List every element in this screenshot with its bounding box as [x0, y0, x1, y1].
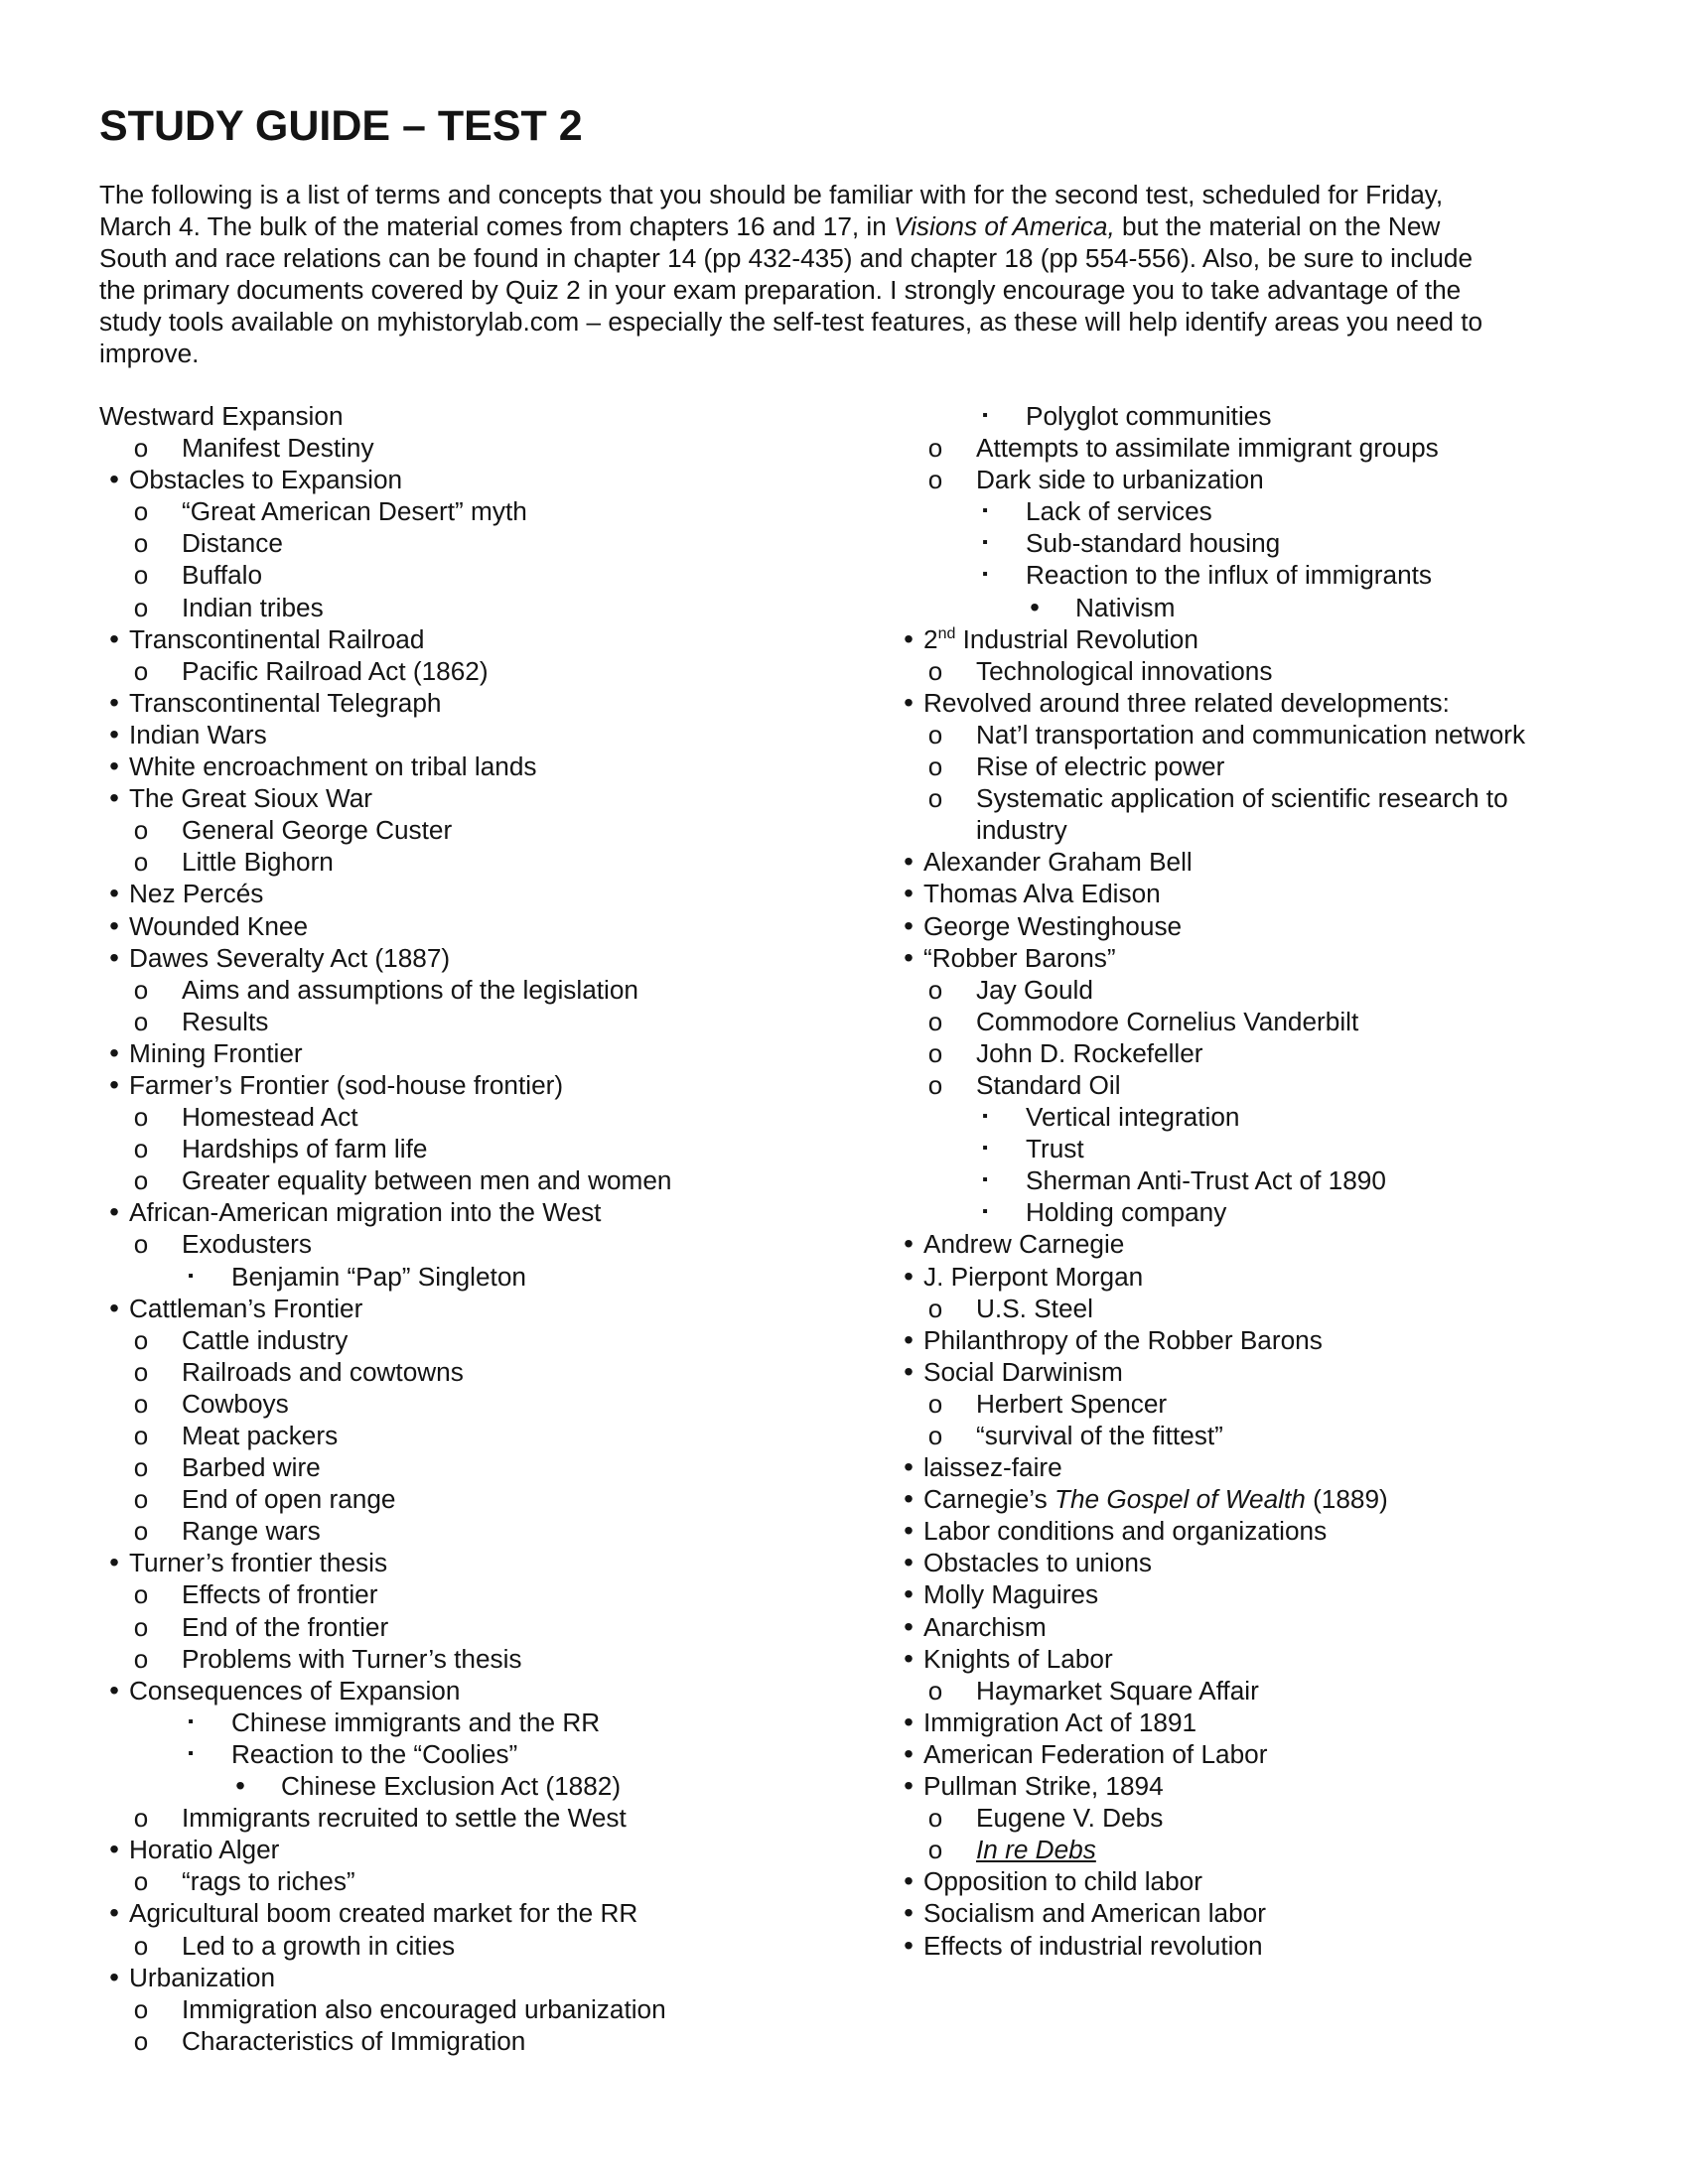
- square-bullet-icon: ▪: [982, 566, 988, 584]
- list-item: • Anarchism: [894, 1611, 1668, 1643]
- square-bullet-icon: ▪: [982, 1140, 988, 1158]
- circle-bullet-icon: o: [927, 1675, 943, 1706]
- list-item: o Commodore Cornelius Vanderbilt: [894, 1006, 1668, 1037]
- bullet-icon: •: [904, 1260, 914, 1292]
- list-item: o Nat’l transportation and communication network: [894, 719, 1668, 751]
- square-bullet-icon: ▪: [188, 1744, 194, 1762]
- circle-bullet-icon: o: [133, 1324, 149, 1355]
- circle-bullet-icon: o: [133, 847, 149, 878]
- circle-bullet-icon: o: [133, 1452, 149, 1483]
- bullet-icon: •: [109, 1292, 119, 1323]
- bullet-icon: •: [109, 1961, 119, 1992]
- bullet-icon: •: [109, 464, 119, 495]
- bullet-icon: •: [904, 1897, 914, 1929]
- list-item: o Railroads and cowtowns: [99, 1356, 874, 1388]
- circle-bullet-icon: o: [133, 1611, 149, 1642]
- list-item: • Opposition to child labor: [894, 1865, 1668, 1897]
- bullet-icon: •: [904, 909, 914, 941]
- list-item: • Consequences of Expansion: [99, 1675, 874, 1706]
- list-item: • The Great Sioux War: [99, 782, 874, 814]
- list-item: • George Westinghouse: [894, 910, 1668, 942]
- list-item: • Philanthropy of the Robber Barons: [894, 1324, 1668, 1356]
- bullet-icon: •: [904, 1483, 914, 1515]
- bullet-icon: •: [235, 1770, 245, 1802]
- list-item: • “Robber Barons”: [894, 942, 1668, 974]
- square-bullet-icon: ▪: [982, 407, 988, 424]
- bullet-icon: •: [109, 622, 119, 654]
- case-title-in-re-debs: In re Debs: [976, 1835, 1096, 1865]
- circle-bullet-icon: o: [927, 465, 943, 495]
- circle-bullet-icon: o: [133, 528, 149, 559]
- bullet-icon: •: [904, 941, 914, 973]
- circle-bullet-icon: o: [133, 1643, 149, 1674]
- circle-bullet-icon: o: [133, 815, 149, 846]
- list-item: o John D. Rockefeller: [894, 1037, 1668, 1069]
- list-item: o Cattle industry: [99, 1324, 874, 1356]
- list-item: o Dark side to urbanization: [894, 464, 1668, 495]
- bullet-icon: •: [904, 1865, 914, 1897]
- list-item: ▪ Vertical integration: [894, 1101, 1668, 1133]
- list-item: o U.S. Steel: [894, 1293, 1668, 1324]
- list-item: • Molly Maguires: [894, 1578, 1668, 1610]
- circle-bullet-icon: o: [133, 1134, 149, 1164]
- list-item: • Effects of industrial revolution: [894, 1930, 1668, 1962]
- list-item: ▪ Trust: [894, 1133, 1668, 1164]
- list-item: • American Federation of Labor: [894, 1738, 1668, 1770]
- list-item: o Effects of frontier: [99, 1578, 874, 1610]
- list-item: • Nez Percés: [99, 878, 874, 909]
- bullet-icon: •: [904, 1642, 914, 1674]
- list-item: o Eugene V. Debs: [894, 1802, 1668, 1834]
- bullet-icon: •: [904, 622, 914, 654]
- list-item: o Systematic application of scientific research to industry: [894, 782, 1668, 846]
- bullet-icon: •: [904, 1323, 914, 1355]
- bullet-icon: •: [904, 1770, 914, 1802]
- circle-bullet-icon: o: [133, 1102, 149, 1133]
- list-item: ▪ Holding company: [894, 1196, 1668, 1228]
- list-item: • Indian Wars: [99, 719, 874, 751]
- right-column-outline: [894, 400, 1668, 1962]
- bullet-icon: •: [109, 1547, 119, 1578]
- list-item: [894, 1834, 1668, 1865]
- square-bullet-icon: ▪: [982, 1203, 988, 1221]
- circle-bullet-icon: o: [927, 1421, 943, 1450]
- list-item: • 2nd Industrial Revolution: [894, 623, 1668, 655]
- bullet-icon: •: [904, 1737, 914, 1769]
- square-bullet-icon: ▪: [982, 1108, 988, 1126]
- square-bullet-icon: ▪: [188, 1712, 194, 1730]
- circle-bullet-icon: o: [927, 1803, 943, 1834]
- bullet-icon: •: [109, 1674, 119, 1706]
- circle-bullet-icon: o: [927, 1006, 943, 1036]
- list-item: o End of the frontier: [99, 1611, 874, 1643]
- list-item: • Dawes Severalty Act (1887): [99, 942, 874, 974]
- list-item: o Rise of electric power: [894, 751, 1668, 782]
- circle-bullet-icon: o: [133, 1356, 149, 1387]
- list-item: o Haymarket Square Affair: [894, 1675, 1668, 1706]
- list-item: o Exodusters: [99, 1228, 874, 1260]
- list-item: • Agricultural boom created market for the RR: [99, 1897, 874, 1929]
- circle-bullet-icon: o: [133, 1006, 149, 1036]
- bullet-icon: •: [904, 1610, 914, 1642]
- circle-bullet-icon: o: [927, 433, 943, 464]
- intro-text-1: The following is a list of terms and concepts that you should be familiar with for the second test, scheduled for Friday, March 4. The bulk of the material comes from chapters 16 and 17, in: [99, 180, 1444, 241]
- list-item: o Pacific Railroad Act (1862): [99, 655, 874, 687]
- list-item: o Technological innovations: [894, 655, 1668, 687]
- bullet-icon: •: [904, 878, 914, 909]
- circle-bullet-icon: o: [133, 496, 149, 527]
- bullet-icon: •: [904, 1706, 914, 1737]
- circle-bullet-icon: o: [133, 2025, 149, 2056]
- circle-bullet-icon: o: [133, 433, 149, 464]
- bullet-icon: •: [904, 846, 914, 878]
- list-item: o Manifest Destiny: [99, 432, 874, 464]
- list-item: ▪ Polyglot communities: [894, 400, 1668, 432]
- list-item: o Little Bighorn: [99, 846, 874, 878]
- list-item: ▪ Reaction to the influx of immigrants: [894, 559, 1668, 591]
- list-item: • Farmer’s Frontier (sod-house frontier): [99, 1069, 874, 1101]
- list-item: • Cattleman’s Frontier: [99, 1293, 874, 1324]
- list-item: o “Great American Desert” myth: [99, 495, 874, 527]
- square-bullet-icon: ▪: [982, 502, 988, 520]
- bullet-icon: •: [904, 1515, 914, 1547]
- ordinal-suffix: nd: [937, 624, 956, 642]
- circle-bullet-icon: o: [133, 1993, 149, 2024]
- list-item: • Urbanization: [99, 1962, 874, 1993]
- list-item: o Distance: [99, 527, 874, 559]
- intro-book-title: Visions of America,: [894, 211, 1115, 241]
- circle-bullet-icon: o: [133, 1229, 149, 1260]
- page-title: STUDY GUIDE – TEST 2: [99, 102, 583, 150]
- list-item: o Buffalo: [99, 559, 874, 591]
- list-item: • Transcontinental Railroad: [99, 623, 874, 655]
- list-item: • White encroachment on tribal lands: [99, 751, 874, 782]
- list-item: ▪ Reaction to the “Coolies”: [99, 1738, 874, 1770]
- list-item: ▪ Benjamin “Pap” Singleton: [99, 1261, 874, 1293]
- list-item: • Labor conditions and organizations: [894, 1515, 1668, 1547]
- intro-paragraph: [99, 179, 1589, 369]
- circle-bullet-icon: o: [927, 1069, 943, 1100]
- bullet-icon: •: [109, 909, 119, 941]
- circle-bullet-icon: o: [927, 1388, 943, 1419]
- bullet-icon: •: [904, 1355, 914, 1387]
- list-item: • Wounded Knee: [99, 910, 874, 942]
- list-item: • African-American migration into the West: [99, 1196, 874, 1228]
- circle-bullet-icon: o: [133, 1388, 149, 1419]
- list-item: o Cowboys: [99, 1388, 874, 1420]
- list-item: • Alexander Graham Bell: [894, 846, 1668, 878]
- list-item: • Socialism and American labor: [894, 1897, 1668, 1929]
- bullet-icon: •: [904, 1228, 914, 1260]
- circle-bullet-icon: o: [133, 1516, 149, 1547]
- list-item: o Results: [99, 1006, 874, 1037]
- list-item: • Thomas Alva Edison: [894, 878, 1668, 909]
- list-item: • Revolved around three related developments:: [894, 687, 1668, 719]
- bullet-icon: •: [1030, 591, 1040, 622]
- list-item: o General George Custer: [99, 814, 874, 846]
- square-bullet-icon: ▪: [982, 1171, 988, 1189]
- list-item: • Mining Frontier: [99, 1037, 874, 1069]
- list-item: • Turner’s frontier thesis: [99, 1547, 874, 1578]
- square-bullet-icon: ▪: [982, 534, 988, 552]
- bullet-icon: •: [109, 941, 119, 973]
- list-item: • Nativism: [894, 592, 1668, 623]
- circle-bullet-icon: o: [927, 974, 943, 1005]
- gospel-year: (1889): [1305, 1484, 1388, 1515]
- bullet-icon: •: [109, 878, 119, 909]
- list-item: ▪ Chinese immigrants and the RR: [99, 1706, 874, 1738]
- list-item: • Horatio Alger: [99, 1834, 874, 1865]
- list-item: o Characteristics of Immigration: [99, 2025, 874, 2057]
- list-item: o Range wars: [99, 1515, 874, 1547]
- circle-bullet-icon: o: [927, 1293, 943, 1323]
- list-item: • Transcontinental Telegraph: [99, 687, 874, 719]
- circle-bullet-icon: o: [133, 1421, 149, 1450]
- circle-bullet-icon: o: [133, 1165, 149, 1196]
- circle-bullet-icon: o: [133, 974, 149, 1005]
- circle-bullet-icon: o: [133, 1866, 149, 1897]
- circle-bullet-icon: o: [133, 1579, 149, 1610]
- bullet-icon: •: [109, 1897, 119, 1929]
- list-item: • Andrew Carnegie: [894, 1228, 1668, 1260]
- circle-bullet-icon: o: [927, 1835, 943, 1865]
- bullet-icon: •: [109, 1036, 119, 1068]
- list-item: o Jay Gould: [894, 974, 1668, 1006]
- bullet-icon: •: [109, 751, 119, 782]
- list-item: • Chinese Exclusion Act (1882): [99, 1770, 874, 1802]
- list-item: • Obstacles to unions: [894, 1547, 1668, 1578]
- circle-bullet-icon: o: [927, 751, 943, 782]
- bullet-icon: •: [109, 1196, 119, 1228]
- bullet-icon: •: [904, 1929, 914, 1961]
- list-item: o “rags to riches”: [99, 1865, 874, 1897]
- list-item: • laissez-faire: [894, 1451, 1668, 1483]
- list-item: • Obstacles to Expansion: [99, 464, 874, 495]
- list-item: o Herbert Spencer: [894, 1388, 1668, 1420]
- ordinal-number: 2: [923, 623, 938, 654]
- list-item: ▪ Lack of services: [894, 495, 1668, 527]
- circle-bullet-icon: o: [133, 1484, 149, 1515]
- list-item: Westward Expansion: [99, 401, 344, 431]
- intro-text-2: but the material on the New South and race relations can be found in chapter 14 (pp 432-435) and chapter 18 (pp 554-556). Also, be sure to include the primary documents covered by Quiz 2 in your exam preparation. I strongly encourage you to take advantage of the study tools available on myhistorylab.com – especially the self-test features, as these will help identify areas you need to improve.: [99, 211, 1483, 368]
- list-item: o Immigration also encouraged urbanization: [99, 1993, 874, 2025]
- list-item: o Homestead Act: [99, 1101, 874, 1133]
- circle-bullet-icon: o: [133, 1803, 149, 1834]
- circle-bullet-icon: o: [927, 719, 943, 750]
- square-bullet-icon: ▪: [188, 1267, 194, 1285]
- circle-bullet-icon: o: [927, 783, 943, 814]
- list-item: o Immigrants recruited to settle the West: [99, 1802, 874, 1834]
- bullet-icon: •: [109, 1834, 119, 1865]
- list-item: o Greater equality between men and women: [99, 1164, 874, 1196]
- circle-bullet-icon: o: [133, 592, 149, 622]
- list-item: • Carnegie’s The Gospel of Wealth (1889): [894, 1483, 1668, 1515]
- left-column-outline: [99, 400, 874, 2057]
- gospel-title: The Gospel of Wealth: [1055, 1484, 1306, 1515]
- bullet-icon: •: [904, 686, 914, 718]
- list-item: o Led to a growth in cities: [99, 1930, 874, 1962]
- list-item: • J. Pierpont Morgan: [894, 1261, 1668, 1293]
- bullet-icon: •: [904, 1451, 914, 1483]
- bullet-icon: •: [109, 718, 119, 750]
- list-item: o Meat packers: [99, 1420, 874, 1451]
- list-item: ▪ Sub-standard housing: [894, 527, 1668, 559]
- bullet-icon: •: [109, 686, 119, 718]
- list-item: o Problems with Turner’s thesis: [99, 1643, 874, 1675]
- list-item: o Standard Oil: [894, 1069, 1668, 1101]
- circle-bullet-icon: o: [133, 655, 149, 686]
- list-item: • Social Darwinism: [894, 1356, 1668, 1388]
- list-item: • Pullman Strike, 1894: [894, 1770, 1668, 1802]
- circle-bullet-icon: o: [927, 1037, 943, 1068]
- bullet-icon: •: [904, 1578, 914, 1610]
- circle-bullet-icon: o: [133, 560, 149, 591]
- circle-bullet-icon: o: [927, 655, 943, 686]
- circle-bullet-icon: o: [133, 1930, 149, 1961]
- list-item: ▪ Sherman Anti-Trust Act of 1890: [894, 1164, 1668, 1196]
- bullet-icon: •: [109, 782, 119, 814]
- bullet-icon: •: [904, 1547, 914, 1578]
- list-item: o Aims and assumptions of the legislation: [99, 974, 874, 1006]
- list-item: • Knights of Labor: [894, 1643, 1668, 1675]
- list-item: o End of open range: [99, 1483, 874, 1515]
- list-item: o Attempts to assimilate immigrant groups: [894, 432, 1668, 464]
- list-item: o Indian tribes: [99, 592, 874, 623]
- bullet-icon: •: [109, 1068, 119, 1100]
- list-item: o Barbed wire: [99, 1451, 874, 1483]
- list-item: o “survival of the fittest”: [894, 1420, 1668, 1451]
- list-item: o Hardships of farm life: [99, 1133, 874, 1164]
- list-item: • Immigration Act of 1891: [894, 1706, 1668, 1738]
